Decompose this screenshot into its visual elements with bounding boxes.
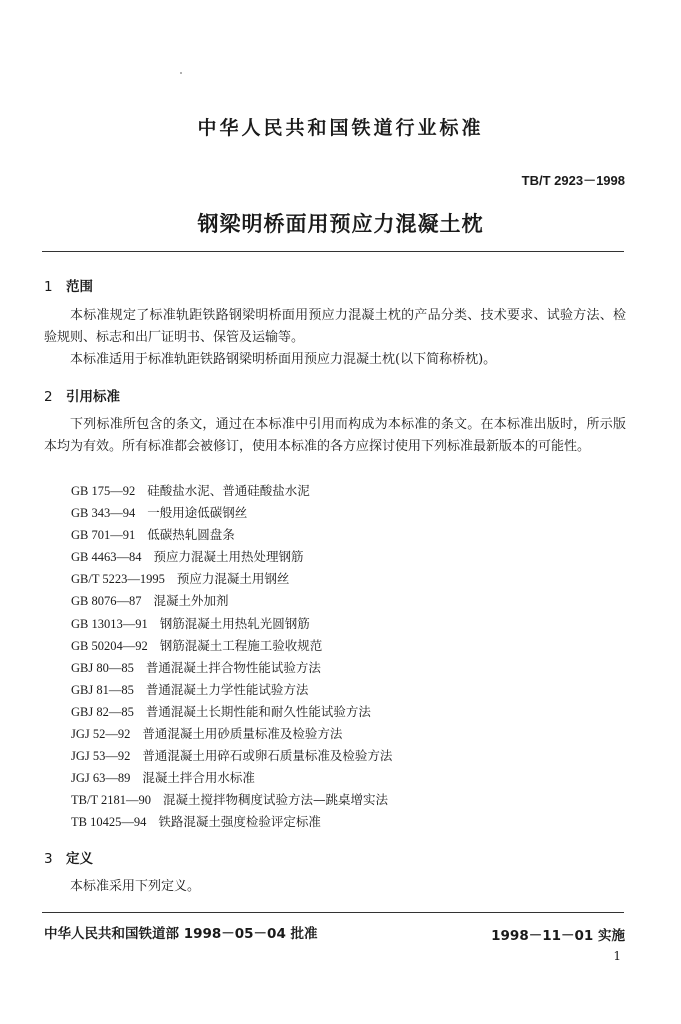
page-number: 1 <box>613 949 621 963</box>
reference-title: 硅酸盐水泥、普通硅酸盐水泥 <box>147 483 310 498</box>
reference-title: 预应力混凝土用钢丝 <box>176 571 290 587</box>
reference-item <box>71 524 392 546</box>
reference-title: 铁路混凝土强度检验评定标准 <box>158 814 321 830</box>
reference-code: GB 4463—84 <box>71 550 142 565</box>
reference-title: 普通混凝土拌合物性能试验方法 <box>145 659 321 675</box>
reference-title: 普通混凝土长期性能和耐久性能试验方法 <box>145 703 371 719</box>
section-number: 3 <box>44 851 53 867</box>
reference-title: 低碳热轧圆盘条 <box>147 527 235 543</box>
reference-title: 一般用途低碳钢丝 <box>147 505 248 521</box>
reference-item <box>71 701 392 723</box>
reference-code: GB/T 5223—1995 <box>71 572 165 587</box>
reference-code: GB 50204—92 <box>71 638 148 653</box>
reference-item <box>71 590 392 612</box>
scope-paragraph-1: 本标准规定了标准轨距铁路钢梁明桥面用预应力混凝土枕的产品分类、技术要求、试验方法、检验规则、标志和出厂证明书、保管及运输等。 <box>44 308 626 345</box>
issuer-title: 中华人民共和国铁道行业标准 <box>197 117 484 139</box>
reference-code: JGJ 53—92 <box>71 749 131 764</box>
reference-title: 普通混凝土力学性能试验方法 <box>145 681 309 697</box>
reference-title: 预应力混凝土用热处理钢筋 <box>153 549 304 565</box>
section-number: 1 <box>44 279 53 295</box>
reference-title: 钢筋混凝土工程施工验收规范 <box>159 637 323 653</box>
standard-number: TB/T 2923－1998 <box>521 173 625 188</box>
top-divider <box>42 251 624 252</box>
reference-code: GB 701—91 <box>71 528 136 543</box>
reference-item <box>71 613 392 635</box>
section-heading-references <box>44 385 120 405</box>
section-name: 引用标准 <box>66 389 120 405</box>
section-name: 定义 <box>66 851 93 867</box>
reference-title: 混凝土搅拌物稠度试验方法—跳桌增实法 <box>162 792 388 808</box>
reference-item <box>71 767 392 789</box>
section-heading-definitions <box>44 847 93 867</box>
scope-paragraph-2: 本标准适用于标准轨距铁路钢梁明桥面用预应力混凝土枕(以下简称桥枕)。 <box>70 352 497 367</box>
reference-code: GB 175—92 <box>71 484 136 498</box>
reference-code: TB 10425—94 <box>71 815 147 830</box>
reference-item <box>71 546 392 568</box>
reference-code: GBJ 81—85 <box>71 682 134 697</box>
reference-item <box>71 568 392 590</box>
reference-code: GB 13013—91 <box>71 616 148 631</box>
reference-code: GB 343—94 <box>71 506 136 521</box>
scan-speck <box>180 72 182 74</box>
reference-code: JGJ 52—92 <box>71 727 131 742</box>
references-intro: 下列标准所包含的条文，通过在本标准中引用而构成为本标准的条文。在本标准出版时，所示版本均为有效。所有标准都会被修订，使用本标准的各方应探讨使用下列标准最新版本的可能性。 <box>44 417 626 454</box>
reference-item <box>71 679 392 701</box>
reference-code: GBJ 80—85 <box>71 660 134 675</box>
reference-code: TB/T 2181—90 <box>71 793 151 808</box>
reference-item <box>71 723 392 745</box>
approval-line: 中华人民共和国铁道部 1998－05－04 批准 <box>44 926 318 942</box>
effective-line: 1998－11－01 实施 <box>491 928 625 944</box>
document-title: 钢梁明桥面用预应力混凝土枕 <box>197 212 484 236</box>
definitions-paragraph: 本标准采用下列定义。 <box>70 879 201 894</box>
reference-code: JGJ 63—89 <box>71 771 131 786</box>
reference-item <box>71 635 392 657</box>
section-heading-scope <box>44 275 93 295</box>
reference-title: 普通混凝土用碎石或卵石质量标准及检验方法 <box>142 748 393 764</box>
reference-item <box>71 502 392 524</box>
reference-item <box>71 745 392 767</box>
bottom-divider <box>42 912 624 913</box>
reference-title: 混凝土外加剂 <box>153 593 229 609</box>
reference-item <box>71 789 392 811</box>
reference-list <box>71 480 392 834</box>
reference-title: 普通混凝土用砂质量标准及检验方法 <box>142 726 343 742</box>
reference-code: GB 8076—87 <box>71 594 142 609</box>
reference-item <box>71 811 392 833</box>
reference-title: 钢筋混凝土用热轧光圆钢筋 <box>159 615 310 631</box>
section-number: 2 <box>44 389 53 405</box>
reference-item <box>71 480 392 502</box>
reference-item <box>71 657 392 679</box>
reference-code: GBJ 82—85 <box>71 704 134 719</box>
section-name: 范围 <box>66 279 93 295</box>
reference-title: 混凝土拌合用水标准 <box>142 770 255 786</box>
